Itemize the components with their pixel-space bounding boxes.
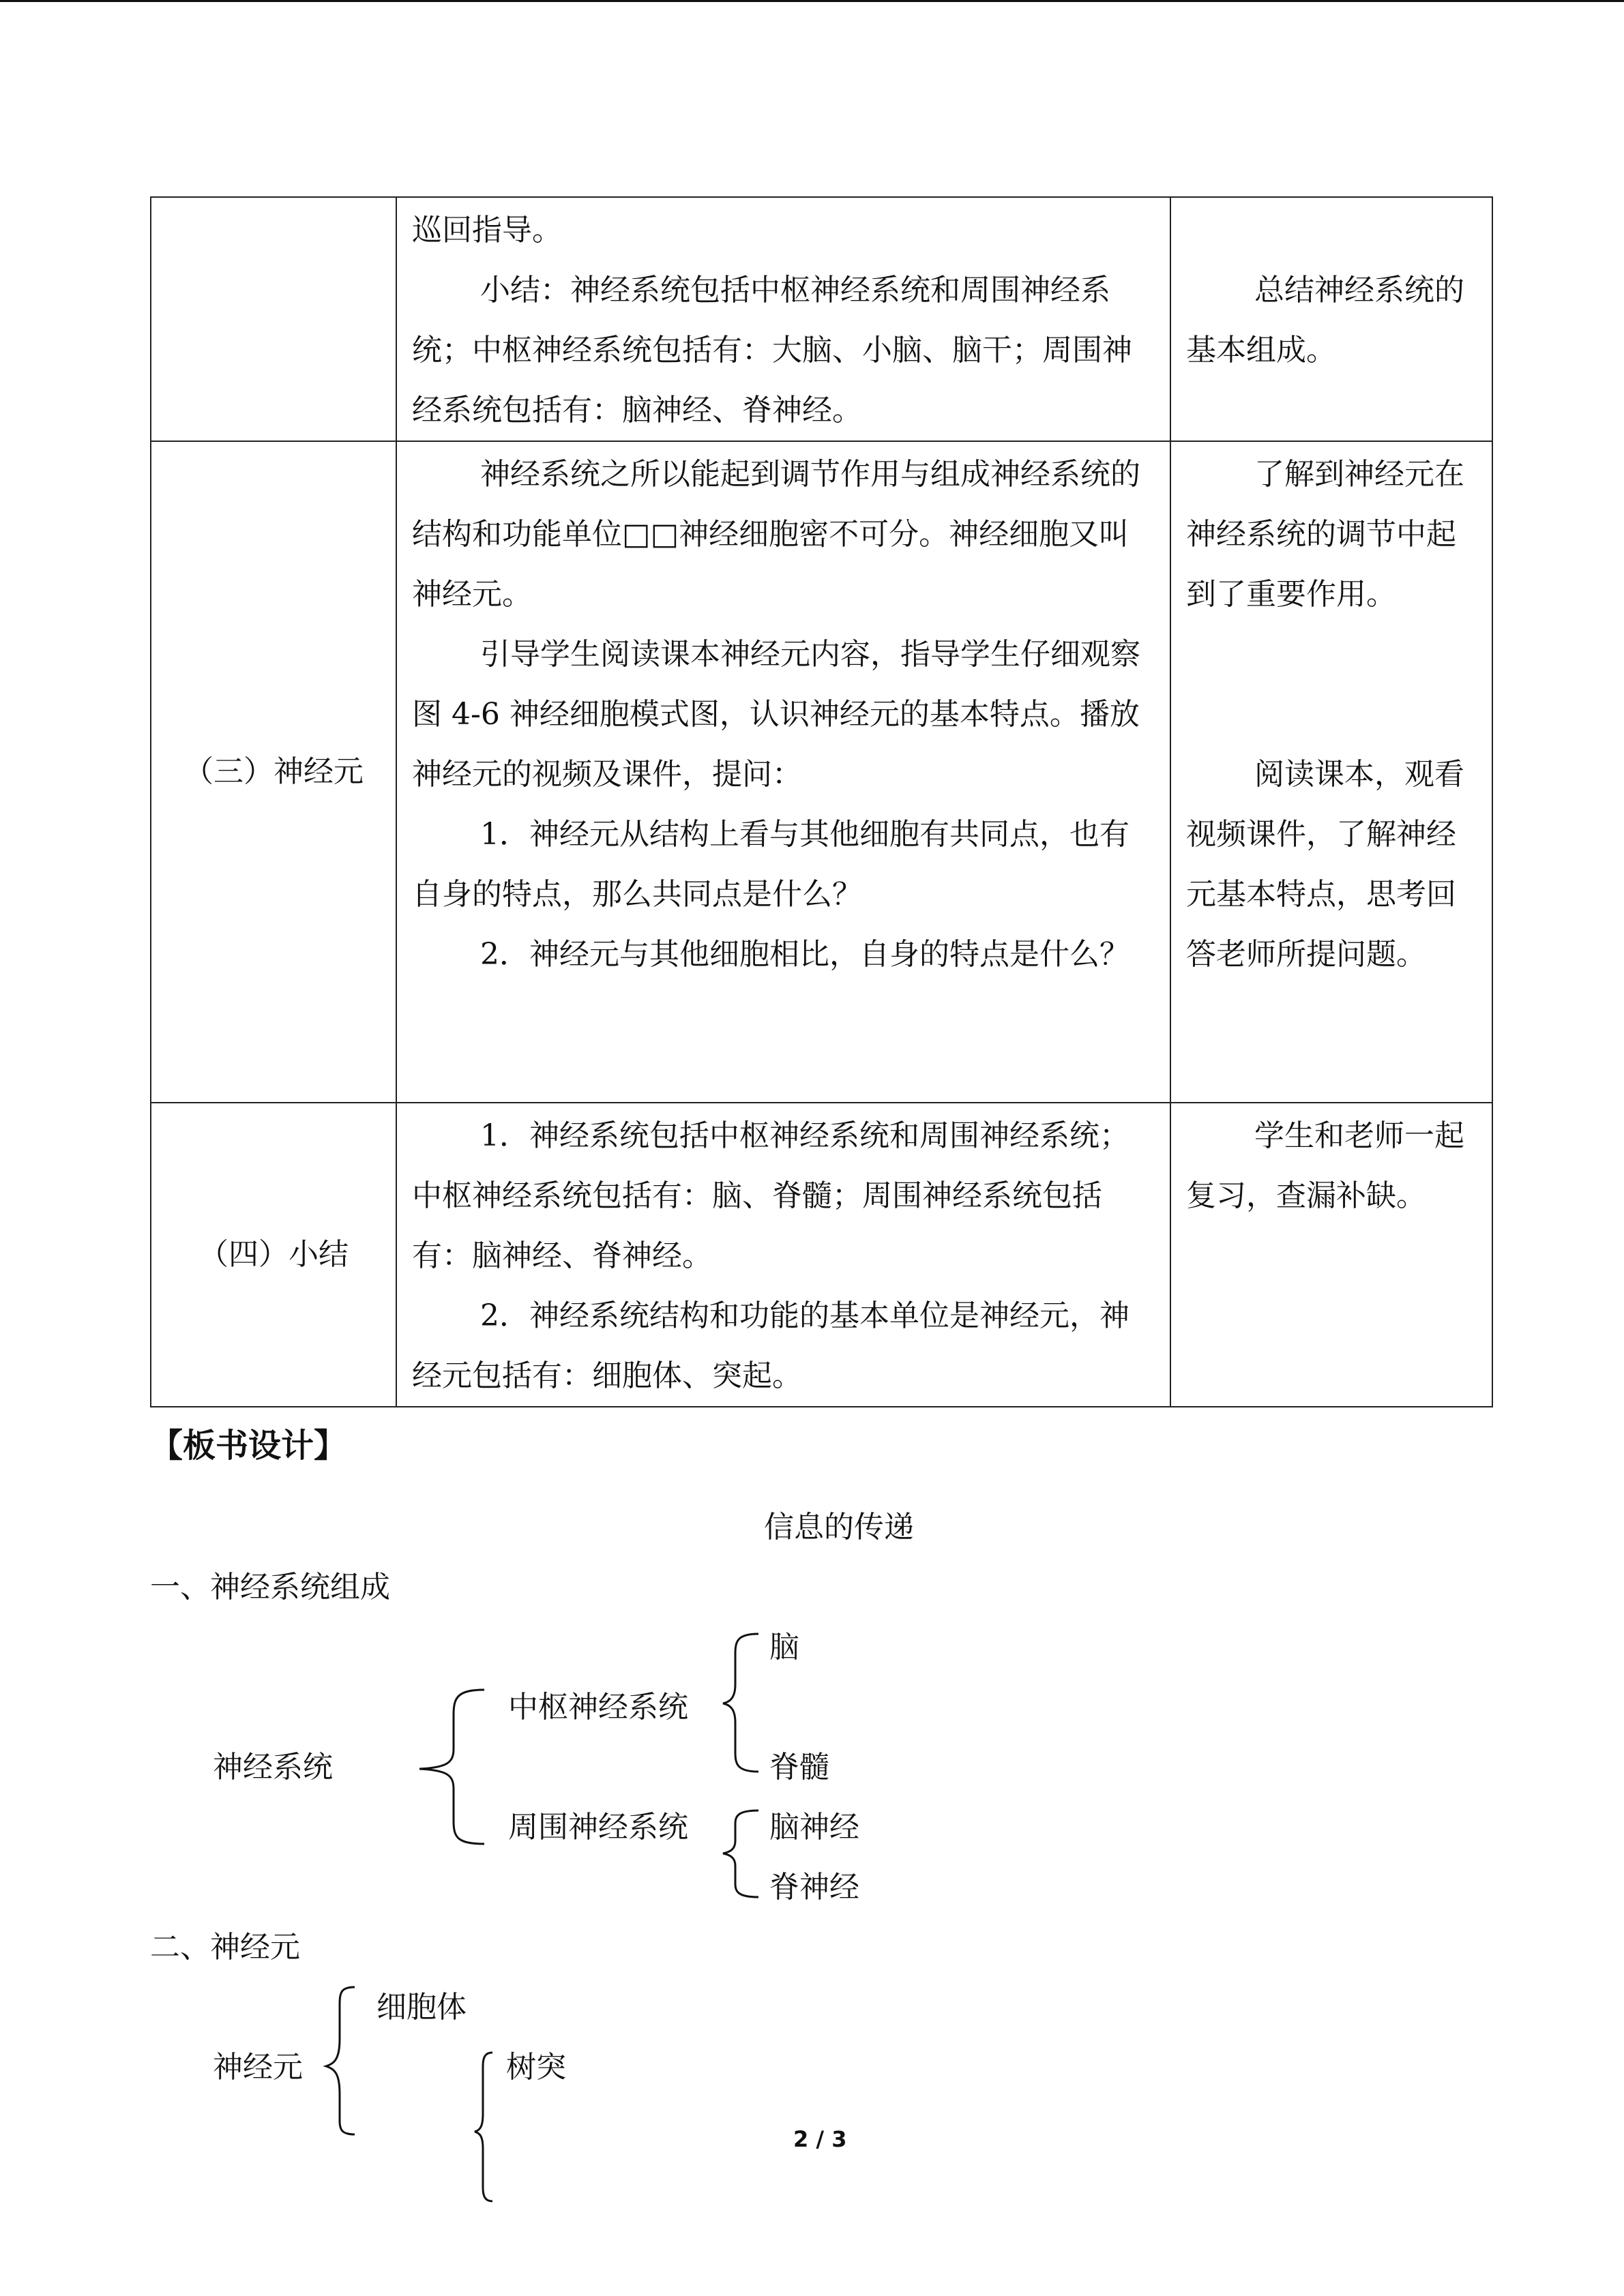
activity-paragraph: 总结神经系统的基本组成。	[1186, 273, 1464, 368]
content-paragraph: 巡回指导。	[412, 213, 562, 248]
activity-paragraph: 了解到神经元在神经系统的调节中起到了重要作用。	[1186, 457, 1464, 612]
diagram-node-dendrite: 树突	[506, 2050, 566, 2085]
diagram-node-cranial-nerve: 脑神经	[769, 1810, 859, 1845]
brace-process	[475, 2053, 492, 2201]
diagram-node-peripheral: 周围神经系统	[508, 1810, 688, 1845]
diagram-node-neuron: 神经元	[213, 2050, 303, 2085]
content-paragraph: 引导学生阅读课本神经元内容，指导学生仔细观察图 4-6 神经细胞模式图，认识神经元的基本特点。播放神经元的视频及课件，提问：	[412, 637, 1140, 792]
brace-nervous-system	[419, 1690, 484, 1844]
diagram-node-cell-body: 细胞体	[377, 1990, 467, 2025]
board-design-heading: 【板书设计】	[150, 1427, 347, 1465]
stage-label: （四）小结	[198, 1237, 349, 1272]
brace-central	[723, 1634, 758, 1772]
section-heading: 一、神经系统组成	[150, 1570, 390, 1605]
brace-peripheral	[723, 1810, 758, 1897]
diagram-node-brain: 脑	[769, 1630, 799, 1665]
content-paragraph: 1．神经系统包括中枢神经系统和周围神经系统；中枢神经系统包括有：脑、脊髓；周围神经系统包括有：脑神经、脊神经。	[412, 1118, 1130, 1273]
diagram-node-spinal-nerve: 脊神经	[769, 1870, 859, 1905]
brace-neuron	[326, 1987, 355, 2134]
diagram-node-central: 中枢神经系统	[508, 1690, 688, 1725]
content-paragraph: 神经系统之所以能起到调节作用与组成神经系统的结构和功能单位□□神经细胞密不可分。神经细胞又叫神经元。	[412, 457, 1140, 612]
board-title: 信息的传递	[764, 1510, 914, 1545]
diagram-node-root: 神经系统	[213, 1750, 333, 1785]
page-number: 2 / 3	[793, 2126, 847, 2152]
section-heading: 二、神经元	[150, 1930, 300, 1965]
activity-paragraph: 阅读课本，观看视频课件，了解神经元基本特点，思考回答老师所提问题。	[1186, 757, 1464, 972]
stage-label: （三）神经元	[183, 754, 364, 789]
content-paragraph: 2．神经系统结构和功能的基本单位是神经元，神经元包括有：细胞体、突起。	[412, 1298, 1130, 1393]
activity-paragraph: 学生和老师一起复习，查漏补缺。	[1186, 1118, 1464, 1213]
diagram-node-spinal-cord: 脊髓	[769, 1750, 829, 1785]
content-paragraph: 2．神经元与其他细胞相比，自身的特点是什么？	[480, 937, 1130, 972]
content-paragraph: 小结：神经系统包括中枢神经系统和周围神经系统；中枢神经系统包括有：大脑、小脑、脑干；周围神经系统包括有：脑神经、脊神经。	[412, 273, 1132, 428]
content-paragraph: 1．神经元从结构上看与其他细胞有共同点，也有自身的特点，那么共同点是什么？	[412, 817, 1130, 912]
